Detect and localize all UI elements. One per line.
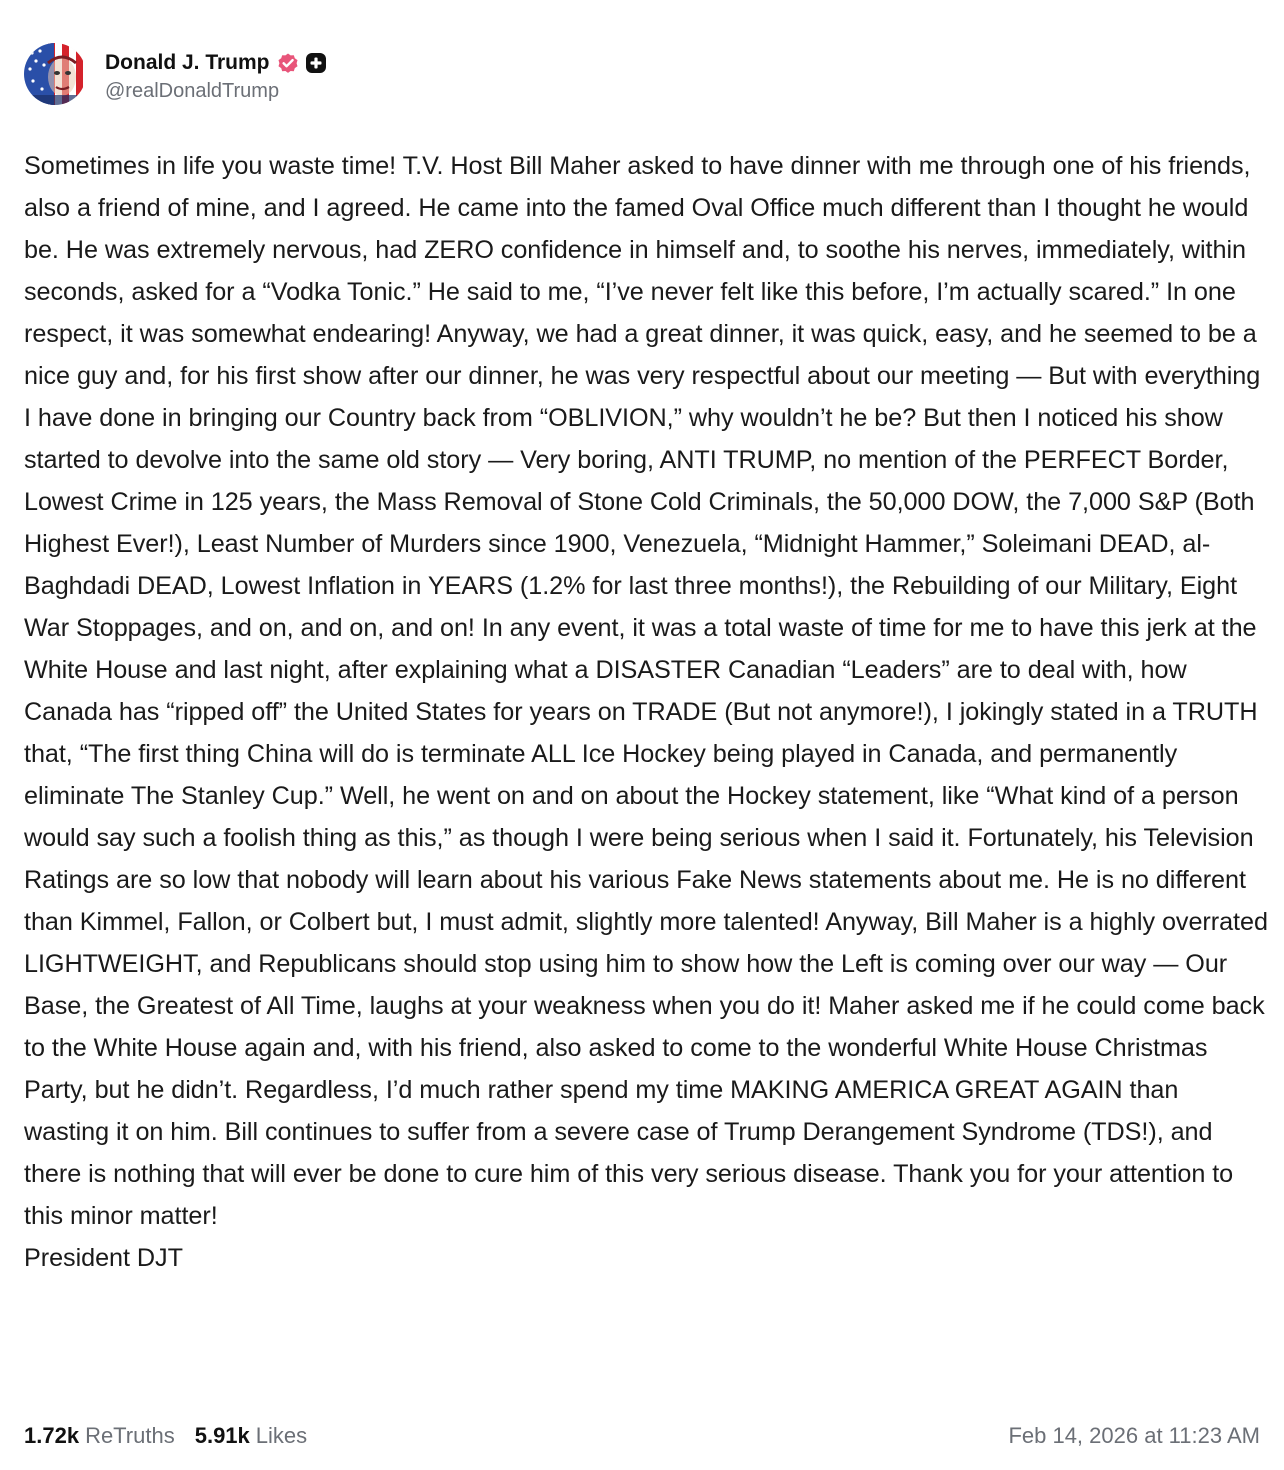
plus-badge-icon (305, 52, 327, 74)
display-name[interactable]: Donald J. Trump (105, 50, 270, 74)
likes-stat[interactable] (195, 1423, 307, 1449)
verified-badge-icon (276, 51, 300, 75)
post-footer (24, 1416, 1260, 1456)
engagement-stats (24, 1423, 327, 1449)
post-timestamp[interactable]: Feb 14, 2026 at 11:23 AM (1008, 1423, 1260, 1448)
avatar[interactable] (24, 43, 86, 105)
name-row (105, 46, 327, 80)
likes-label: Likes (255, 1423, 308, 1448)
author-identity (105, 46, 327, 103)
retruths-label: ReTruths (85, 1423, 175, 1448)
author-handle[interactable]: @realDonaldTrump (105, 79, 280, 102)
retruths-count: 1.72k (24, 1423, 80, 1448)
post-body-text: Sometimes in life you waste time! T.V. Host Bill Maher asked to have dinner with me through one of his friends, also a friend of mine, and I agreed. He came into the famed Oval Office much different than I thought he would be. He was extremely nervous, had ZERO confidence in himself and, to soothe his nerves, immediately, within seconds, asked for a “Vodka Tonic.” He said to me, “I’ve never felt like this before, I’m actually scared.” In one respect, it was somewhat endearing! Anyway, we had a great dinner, it was quick, easy, and he seemed to be a nice guy and, for his first show after our dinner, he was very respectful about our meeting — But with everything I have done in bringing our Country back from “OBLIVION,” why wouldn’t he be? But then I noticed his show started to devolve into the same old story — Very boring, ANTI TRUMP, no mention of the PERFECT Border, Lowest Crime in 125 years, the Mass Removal of Stone Cold Criminals, the 50,000 DOW, the 7,000 S&P (Both Highest Ever!), Least Number of Murders since 1900, Venezuela, “Midnight Hammer,” Soleimani DEAD, al-Baghdadi DEAD, Lowest Inflation in YEARS (1.2% for last three months!), the Rebuilding of our Military, Eight War Stoppages, and on, and on, and on! In any event, it was a total waste of time for me to have this jerk at the White House and last night, after explaining what a DISASTER Canadian “Leaders” are to deal with, how Canada has “ripped off” the United States for years on TRADE (But not anymore!), I jokingly stated in a TRUTH that, “The first thing China will do is terminate ALL Ice Hockey being played in Canada, and permanently eliminate The Stanley Cup.” Well, he went on and on about the Hockey statement, like “What kind of a person would say such a foolish thing as this,” as though I were being serious when I said it. Fortunately, his Television Ratings are so low that nobody will learn about his various Fake News statements about me. He is no different than Kimmel, Fallon, or Colbert but, I must admit, slightly more talented! Anyway, Bill Maher is a highly overrated LIGHTWEIGHT, and Republicans should stop using him to show how the Left is coming over our way — Our Base, the Greatest of All Time, laughs at your weakness when you do it! Maher asked me if he could come back to the White House again and, with his friend, also asked to come to the wonderful White House Christmas Party, but he didn’t. Regardless, I’d much rather spend my time MAKING AMERICA GREAT AGAIN than wasting it on him. Bill continues to suffer from a severe case of Trump Derangement Syndrome (TDS!), and there is nothing that will ever be done to cure him of this very serious disease. Thank you for your attention to this minor matter! President DJT (24, 152, 1268, 1272)
flag-portrait-avatar-icon (24, 43, 86, 105)
retruths-stat[interactable] (24, 1423, 175, 1449)
likes-count: 5.91k (194, 1423, 250, 1448)
post-header (24, 43, 327, 105)
